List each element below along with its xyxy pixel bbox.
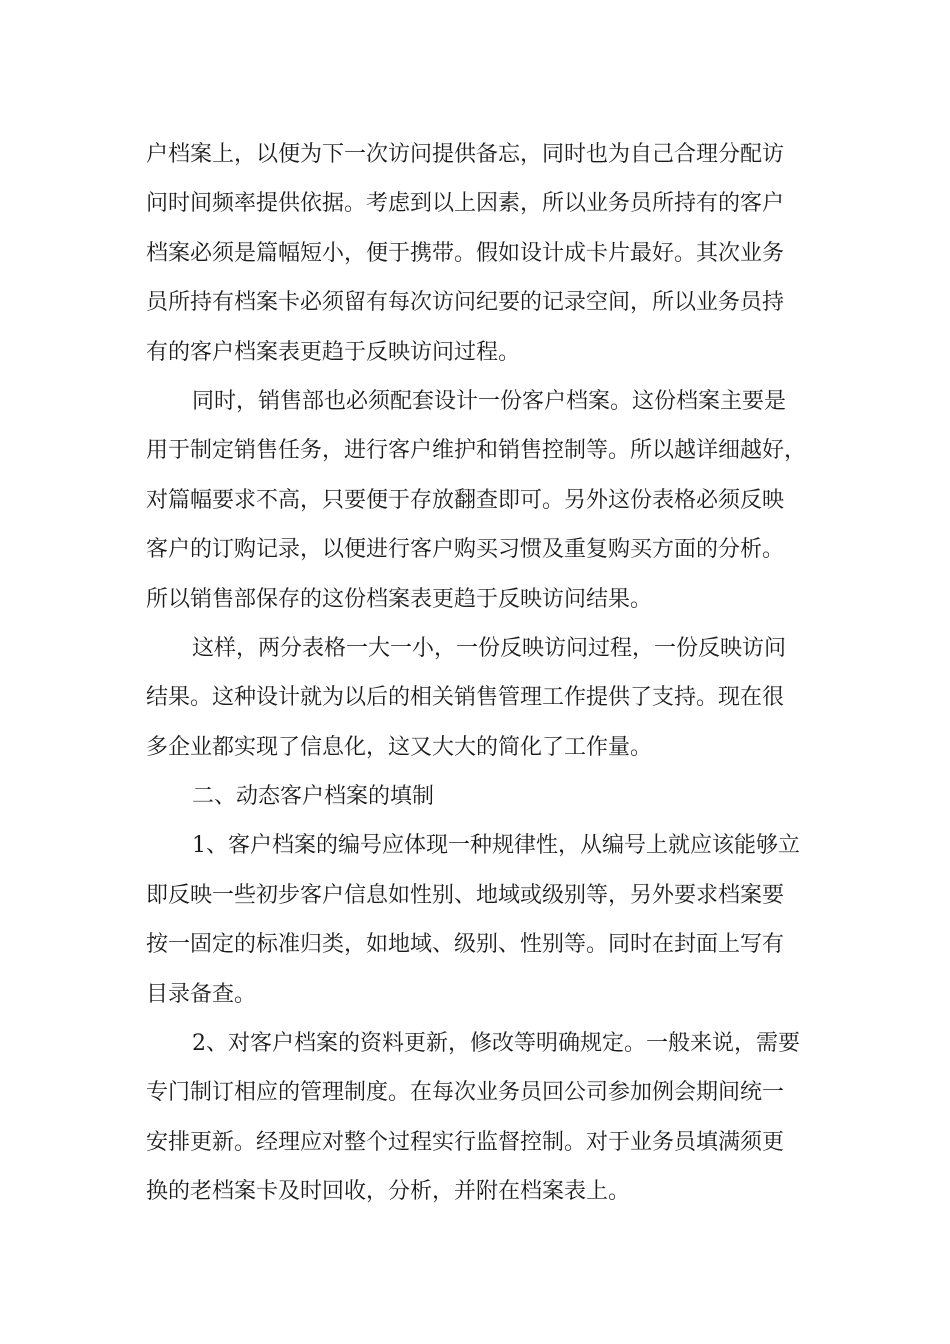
text-line: 按一固定的标准归类，如地域、级别、性别等。同时在封面上写有 [146, 932, 785, 958]
text-line: 所以销售部保存的这份档案表更趋于反映访问结果。 [146, 586, 653, 612]
text-line: 有的客户档案表更趋于反映访问过程。 [146, 339, 521, 365]
text-line: 结果。这种设计就为以后的相关销售管理工作提供了支持。现在很 [146, 685, 785, 711]
text-line: 档案必须是篇幅短小，便于携带。假如设计成卡片最好。其次业务 [146, 240, 785, 266]
text-line: 多企业都实现了信息化，这又大大的简化了工作量。 [146, 734, 653, 760]
document-body [146, 130, 816, 1217]
text-line: 同时，销售部也必须配套设计一份客户档案。这份档案主要是 [192, 388, 787, 414]
text-line: 户档案上，以便为下一次访问提供备忘，同时也为自己合理分配访 [146, 142, 785, 167]
text-line: 2、对客户档案的资料更新，修改等明确规定。一般来说，需要 [192, 1031, 800, 1057]
text-line: 目录备查。 [146, 981, 257, 1007]
text-line: 二、动态客户档案的填制 [192, 784, 435, 810]
text-line: 安排更新。经理应对整个过程实行监督控制。对于业务员填满须更 [146, 1129, 785, 1155]
text-line: 专门制订相应的管理制度。在每次业务员回公司参加例会期间统一 [146, 1080, 785, 1106]
text-line: 员所持有档案卡必须留有每次访问纪要的记录空间，所以业务员持 [146, 290, 785, 316]
text-line: 用于制定销售任务，进行客户维护和销售控制等。所以越详细越好， [146, 438, 807, 464]
text-line: 问时间频率提供依据。考虑到以上因素，所以业务员所持有的客户 [146, 191, 785, 217]
text-line: 即反映一些初步客户信息如性别、地域或级别等，另外要求档案要 [146, 882, 785, 908]
text-line: 换的老档案卡及时回收，分析，并附在档案表上。 [146, 1179, 631, 1205]
text-line: 这样，两分表格一大一小，一份反映访问过程，一份反映访问 [192, 635, 787, 661]
text-line: 对篇幅要求不高，只要便于存放翻查即可。另外这份表格必须反映 [146, 487, 785, 513]
text-line: 客户的订购记录，以便进行客户购买习惯及重复购买方面的分析。 [146, 537, 785, 563]
text-line: 1、客户档案的编号应体现一种规律性，从编号上就应该能够立 [192, 833, 800, 859]
